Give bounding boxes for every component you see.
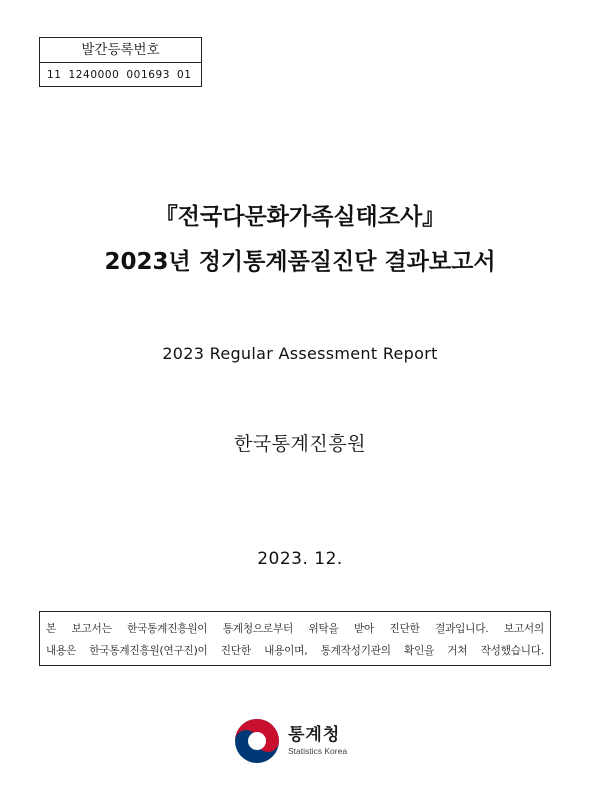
publication-date: 2023. 12. bbox=[257, 549, 343, 569]
notice-line-2: 내용은 한국통계진흥원(연구진)이 진단한 내용이며, 통계작성기관의 확인을 거쳐 작성했습니다. bbox=[46, 645, 544, 657]
taegeuk-emblem-icon bbox=[234, 718, 280, 764]
statistics-korea-logo bbox=[234, 718, 347, 764]
report-title-line-1: 『전국다문화가족실태조사』 bbox=[154, 204, 446, 230]
notice-line-1: 본 보고서는 한국통계진흥원이 통계청으로부터 위탁을 받아 진단한 결과입니다. 보고서의 bbox=[46, 623, 544, 635]
registration-label: 발간등록번호 bbox=[40, 38, 201, 63]
report-title-line-2: 2023년 정기통계품질진단 결과보고서 bbox=[104, 249, 496, 275]
notice-box bbox=[39, 611, 551, 666]
logo-name-english: Statistics Korea bbox=[288, 746, 348, 756]
organization-name: 한국통계진흥원 bbox=[234, 433, 366, 455]
registration-number-box bbox=[39, 37, 202, 87]
report-subtitle: 2023 Regular Assessment Report bbox=[162, 344, 438, 363]
logo-name-korean: 통계청 bbox=[288, 725, 341, 745]
registration-number: 11 1240000 001693 01 bbox=[47, 69, 192, 81]
